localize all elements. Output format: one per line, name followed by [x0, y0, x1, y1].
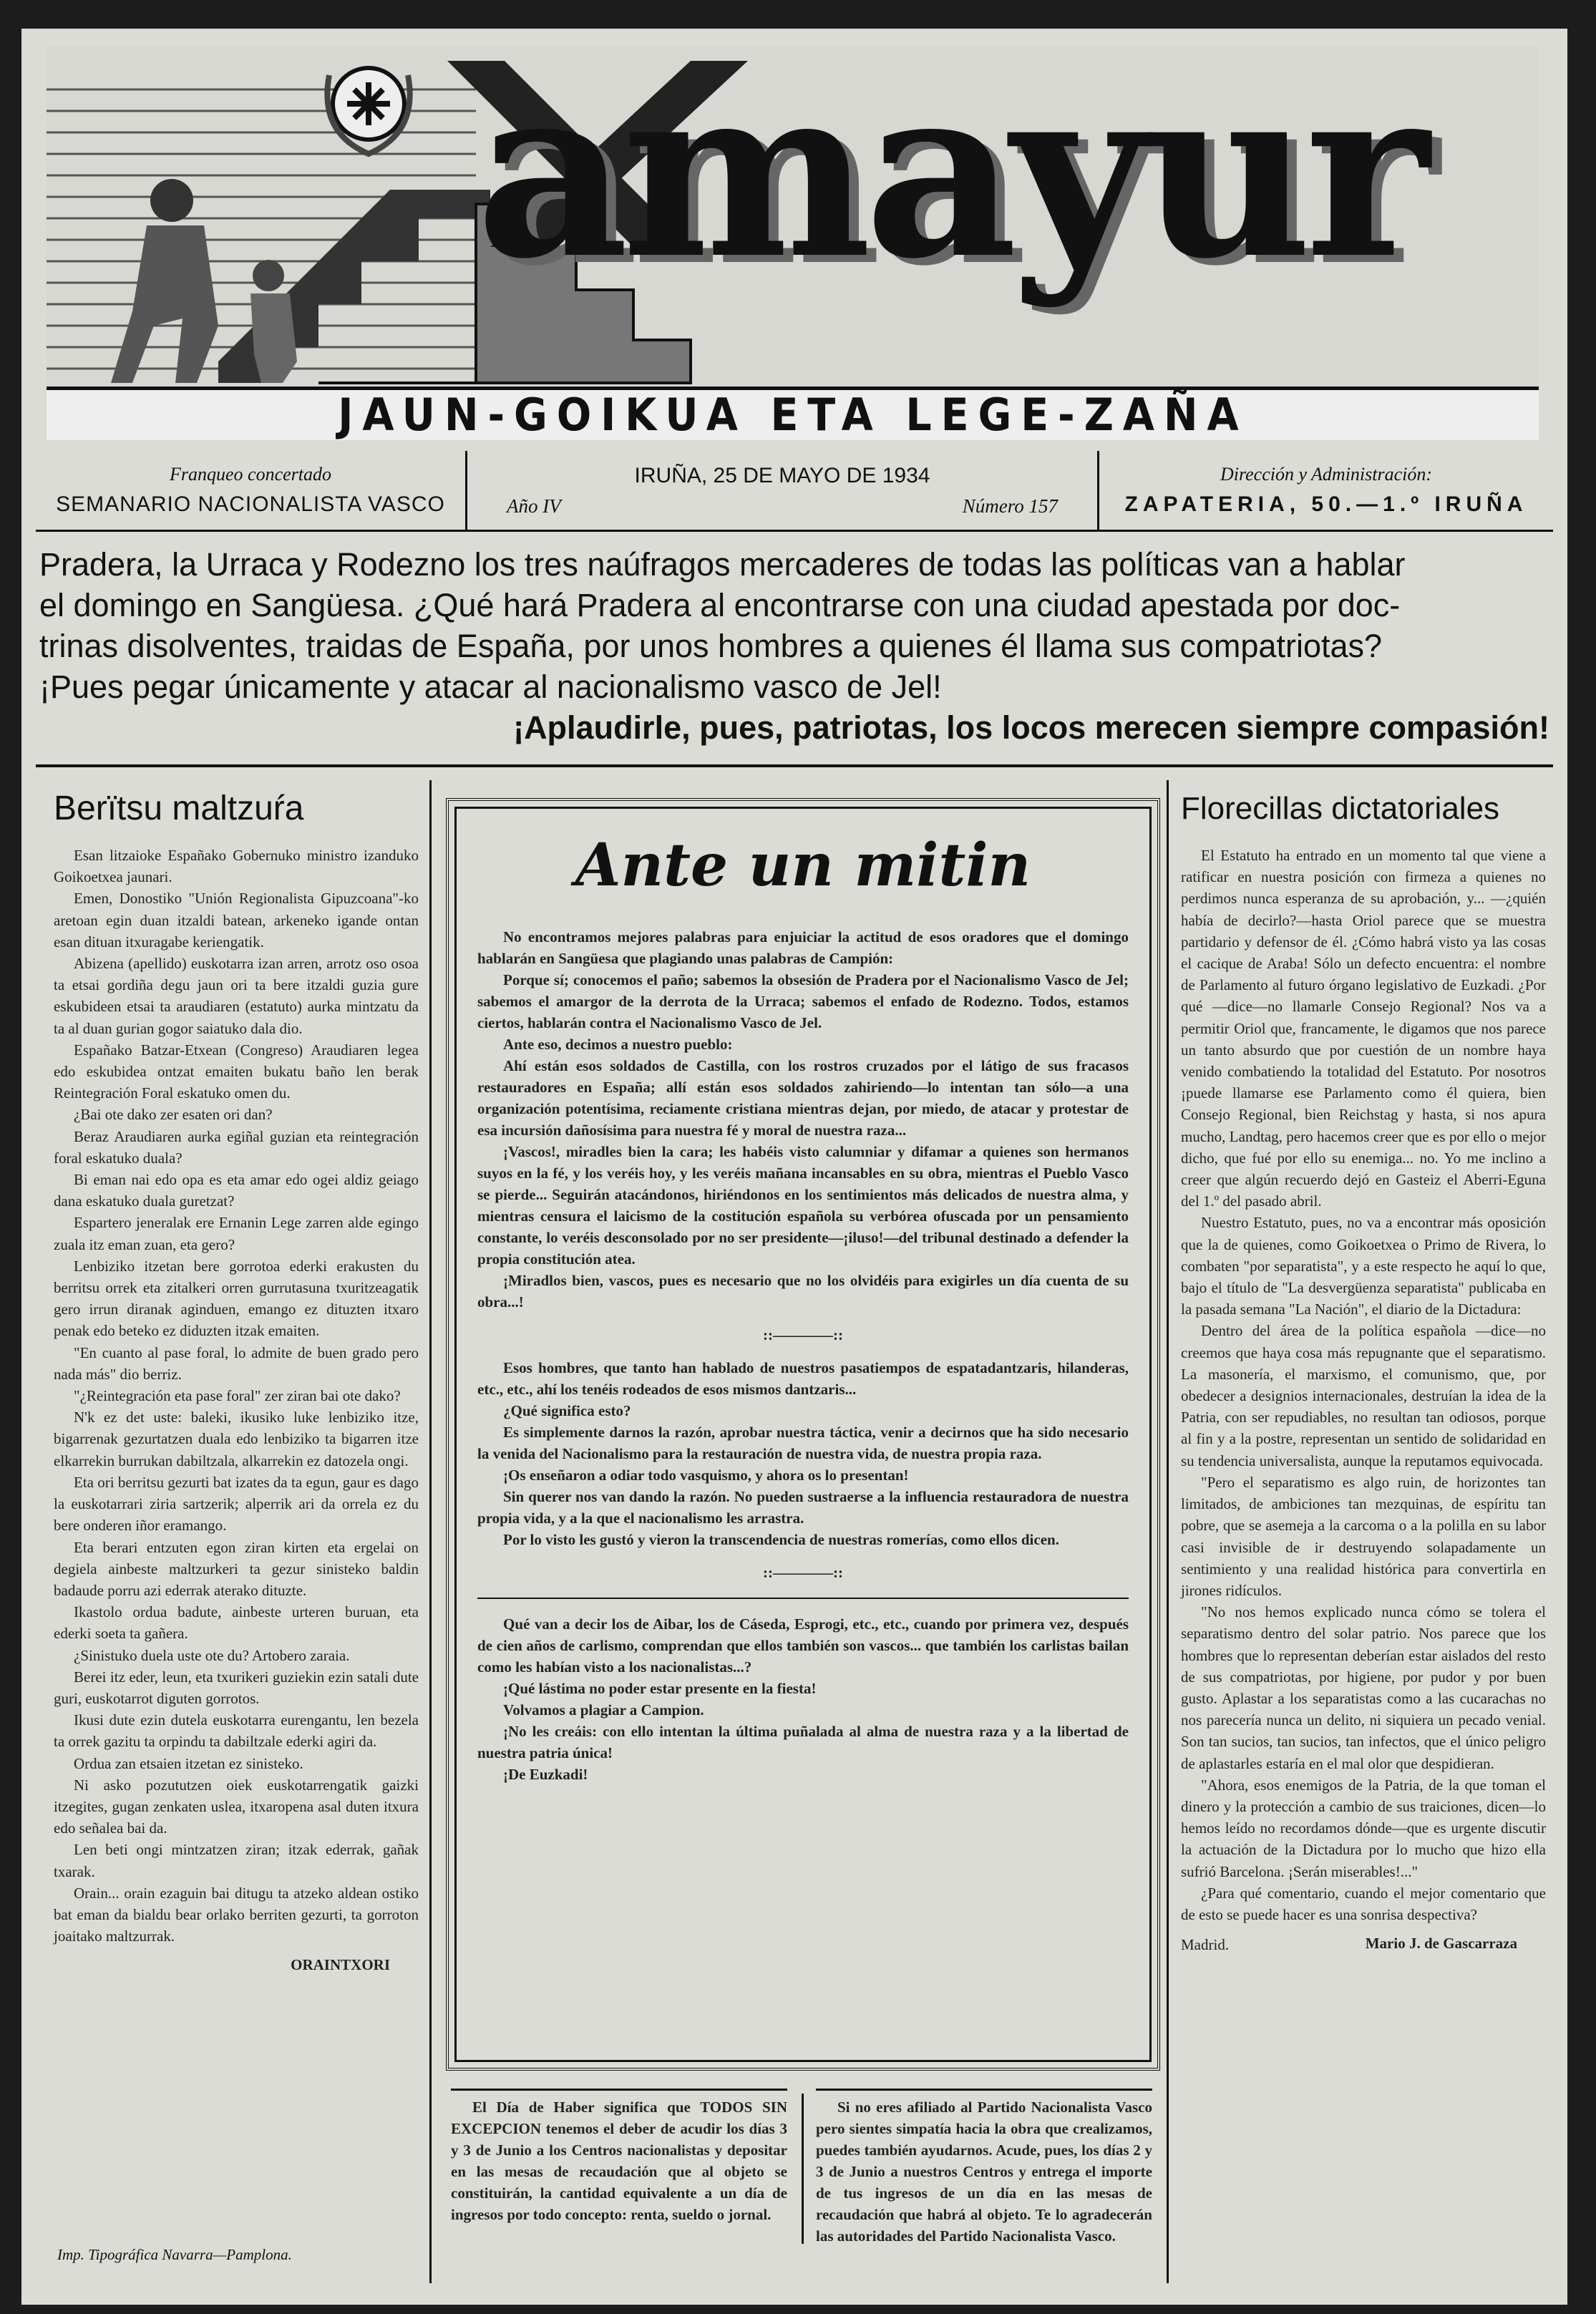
- paragraph: El Estatuto ha entrado en un momento tal que viene a ratificar en nuestra posición con firmeza a quienes no perdimos nunca esperanza de su aprobación, y... —¿quién había de decirlo?—hasta Oriol parece que se muestra partidario y defensor de él. ¿Cómo habrá visto ya las cosas el cacique de Araba! Sólo un defecto encuentra: el nombre de Parlamento al futuro órgano legislativo de Euzkadi. ¿Por qué —dice—no llamarle Consejo Regional? Nos va a permitir Oriol que, francamente, le digamos que nos parece un tanto absurdo que por cuestión de un nombre haya venido combatiendo la totalidad del Estatuto. Por nosotros ¡puede llamarse ese Parlamento como él quiera, bien Consejo Regional, bien Reichstag y hasta, si nos apura mucho, Landtag, pero hacemos creer que es por ello o mejor dicho, que fué por ello su enemiga... no. Yo me inclino a creer que algún recuerdo dejó en Gasteiz el Aberri-Eguna del 1.º del pasado abril.: [1181, 847, 1546, 1210]
- paragraph: ¡Miradlos bien, vascos, pues es necesario que no los olvidéis para exigirles un día cuenta de su obra...!: [477, 1272, 1129, 1311]
- dia-de-haber-text: El Día de Haber significa que TODOS SIN EXCEPCION tenemos el deber de acudir los días 3 y 3 de Junio a los Centros nacionalistas y depositar en las mesas de recaudación que al objeto se constituirán, la cantidad equivalente a un día de ingresos por todo concepto: renta, sueldo o jornal.: [451, 2099, 787, 2223]
- direccion-address: ZAPATERIA, 50.—1.º IRUÑA: [1124, 492, 1528, 516]
- right-column: [1181, 787, 1546, 1956]
- center-article-box: [446, 798, 1160, 2071]
- paragraph: No encontramos mejores palabras para enjuiciar la actitud de esos oradores que el domingo hablarán en Sangüesa que plagiando unas palabras de Campión:: [477, 928, 1129, 967]
- paragraph: Es simplemente darnos la razón, aprobar nuestra táctica, venir a decirnos que ha sido necesario la venida del Nacionalismo para la restauración de nuestra vida, de nuestra propia raza.: [477, 1424, 1129, 1462]
- right-article-place: Madrid.: [1181, 1936, 1230, 1954]
- masthead: [47, 33, 1539, 441]
- direccion-label: Dirección y Administración:: [1220, 464, 1433, 485]
- paragraph: Qué van a decir los de Aibar, los de Cáseda, Esprogi, etc., etc., cuando por primera vez, después de cien años de carlismo, comprendan que ellos también son vascos... que también los carlistas bailan como les habían visto a los nacionalistas...?: [477, 1615, 1129, 1676]
- left-article-body: [54, 845, 419, 1947]
- center-article-title: Ante un mitin: [575, 831, 1031, 900]
- headline: [39, 544, 1549, 748]
- dia-de-haber-notice: [451, 2089, 787, 2255]
- paragraph: Lenbiziko itzetan bere gorrotoa ederki erakusten du berritsu orrek eta zitalkeri orren gurrutasuna txuritzeagatik gero irrun diranak aginduen, emango ez dituzten itxaro penak edo beteko ez diduzten itzak emaiten.: [54, 1257, 419, 1340]
- right-article-body: [1181, 845, 1546, 1925]
- paragraph: Eta ori berritsu gezurti bat izates da ta egun, gaur es dago la euskotarrari ziria sartzerik; alperrik ari da orrela ez du bere onderen iñor eramango.: [54, 1473, 419, 1535]
- semanario-label: SEMANARIO NACIONALISTA VASCO: [56, 492, 445, 516]
- paragraph: Eta berari entzuten egon ziran kirten eta ergelai on degiela ainbeste maltzurkeri ta gezur sinisteko baldin badaude porru azi ederrak aterako dituzte.: [54, 1538, 419, 1599]
- headline-line: trinas disolventes, traidas de España, por unos hombres a quienes él llama sus compatriotas?: [39, 628, 1383, 664]
- column-divider: [1167, 780, 1169, 2283]
- paragraph: Ikusi dute ezin dutela euskotarra eurengantu, len bezela ta orrek gazitu ta orpindu ta dabiltzale ederki agiri da.: [54, 1711, 419, 1751]
- paragraph: ¡De Euzkadi!: [503, 1766, 588, 1783]
- printer-imprint: Imp. Tipográfica Navarra—Pamplona.: [57, 2246, 292, 2263]
- left-article-signature: ORAINTXORI: [291, 1956, 390, 1974]
- center-article-body-2: [477, 1357, 1129, 1550]
- paragraph: ¡Vascos!, miradles bien la cara; les habéis visto calumniar y difamar a quienes son hermanos suyos en la fé, y los veréis hoy, y les veréis mañana incansables en su obra, mientras el Pueblo Vasco se pierde... Seguirán atacándonos, hiriéndonos en los sentimientos más delicados de nuestra alma, y mientras censura el laicismo de la costitución española su verbórea ofuscada por un pensamiento constante, lo veréis desconsolado por no ser presidente—¡iluso!—del tribunal destinado a defender la propia constitución atea.: [477, 1143, 1129, 1268]
- paragraph: N'k ez det uste: baleki, ikusiko luke lenbiziko itze, bigarrenak gezurtatzen duala edo lenbiziko ta bigarren itze elkarrekin burrukan dabiltzala, alkarrekin ez datozela ongi.: [54, 1409, 419, 1469]
- paragraph: Por lo visto les gustó y vieron la transcendencia de nuestras romerías, como ellos dicen.: [503, 1531, 1059, 1548]
- paragraph: ¡Qué lástima no poder estar presente en la fiesta!: [503, 1680, 817, 1697]
- paragraph: "¿Reintegración eta pase foral" zer ziran bai ote dako?: [74, 1387, 401, 1405]
- paragraph: Volvamos a plagiar a Campion.: [503, 1701, 704, 1719]
- paragraph: Bi eman nai edo opa es eta amar edo ogei aldiz geiago dana eskatuko duala guretzat?: [54, 1171, 419, 1210]
- paragraph: ¿Para qué comentario, cuando el mejor comentario que de esto se puede hacer es una sonrisa despectiva?: [1181, 1884, 1546, 1923]
- info-strip: [36, 451, 1553, 532]
- paragraph: Ahí están esos soldados de Castilla, con los rostros cruzados por el látigo de sus fracasos restauradores en España; allí están esos soldados zahiriendo—lo intentan tan sólo—a una organización potentísima, reciamente cristiana mientras dejan, por miedo, de atacar y protestar de esa incursión dañosísima para nuestra fé y moral de nuestra raza...: [477, 1057, 1129, 1139]
- paragraph: Orain... orain ezaguin bai ditugu ta atzeko aldean ostiko bat eman da bialdu bear orlako berriten gezurti, ta gorroton joaitako maltzurrak.: [54, 1884, 419, 1945]
- paragraph: Beraz Araudiaren aurka egiñal guzian eta reintegración foral eskatuko duala?: [54, 1127, 419, 1167]
- paragraph: ¡No les creáis: con ello intentan la última puñalada al alma de nuestra raza y a la libertad de nuestra patria única!: [477, 1723, 1129, 1761]
- column-divider: [429, 780, 432, 2283]
- paragraph: Esos hombres, que tanto han hablado de nuestros pasatiempos de espatadantzaris, hilanderas, etc., etc., ahí los tenéis rodeados de esos mismos dantzaris...: [477, 1359, 1129, 1398]
- center-article: [477, 830, 1129, 1785]
- paragraph: "No nos hemos explicado nunca cómo se tolera el separatismo dentro del solar patrio. Nos parece que los hombres que lo representan deberían estar aislados del resto de sus compatriotas, por higiene, por pudor y por buen gusto. Aplastar a los separatistas como a las cucarachas no nos parecería nunca un delito, ni siquiera un pecado venial. Son tan sucios, tan sucios, tan infectos, que el único peligro de aplastarles estaría en el mal olor que despidieran.: [1181, 1603, 1546, 1772]
- paragraph: Españako Batzar-Etxean (Congreso) Araudiaren legea edo eskubidea ontzat emaiten bukatu baño len berak Reintegración Foral eskatuko omen du.: [54, 1041, 419, 1102]
- bottom-divider: [802, 2094, 804, 2244]
- right-article-title: Florecillas dictatoriales: [1181, 791, 1500, 826]
- headline-closing: ¡Aplaudirle, pues, patriotas, los locos merecen siempre compasión!: [513, 709, 1549, 746]
- paragraph: ¿Bai ote dako zer esaten ori dan?: [74, 1106, 273, 1124]
- headline-rule: [36, 764, 1553, 767]
- paragraph: Emen, Donostiko "Unión Regionalista Gipuzcoana"-ko aretoan egin duan itzaldi batean, arkeneko igande ontan esan dituan itxuragabe keriengatik.: [54, 890, 419, 951]
- masthead-logo: amayur: [476, 33, 1423, 311]
- headline-line: ¡Pues pegar únicamente y atacar al nacionalismo vasco de Jel!: [39, 669, 942, 705]
- center-article-body: [477, 926, 1129, 1313]
- paragraph: Ni asko pozututzen oiek euskotarrengatik gaizki itzegites, gugan zenkaten uslea, itxaropena asal duten itxura edo señalea bai da.: [54, 1776, 419, 1837]
- paragraph: Sin querer nos van dando la razón. No pueden sustraerse a la influencia restauradora de nuestra propia vida, y a la que el nacionalismo les arrastra.: [477, 1488, 1129, 1527]
- issue-year: Año IV: [507, 495, 561, 517]
- center-article-body-3: [477, 1613, 1129, 1785]
- left-article-title: Berïtsu maltzuŕa: [54, 789, 304, 827]
- headline-line: Pradera, la Urraca y Rodezno los tres naúfragos mercaderes de todas las políticas van a hablar: [39, 546, 1406, 583]
- masthead-motto: JAUN-GOIKUA ETA LEGE-ZAÑA: [47, 387, 1539, 440]
- paragraph: ¿Sinistuko duela uste ote du? Artobero zaraia.: [74, 1646, 350, 1664]
- paragraph: Ikastolo ordua badute, ainbeste urteren buruan, eta ederki soeta ta gañera.: [54, 1603, 419, 1643]
- paragraph: ¿Qué significa esto?: [503, 1402, 631, 1419]
- afiliado-text: Si no eres afiliado al Partido Nacionalista Vasco pero sientes simpatía hacia la obra que crealizamos, puedes también ayudarnos. Acude, pues, los días 2 y 3 de Junio a nuestros Centros y entrega el importe de tus ingresos de un día en las mesas de recaudación que habrá al objeto. Te lo agradecerán las autoridades del Partido Nacionalista Vasco.: [816, 2099, 1152, 2245]
- paragraph: Len beti ongi mintzatzen ziran; itzak ederrak, gañak txarak.: [54, 1841, 419, 1880]
- paragraph: Ante eso, decimos a nuestro pueblo:: [503, 1036, 733, 1053]
- info-left: [36, 451, 467, 530]
- info-center: [467, 451, 1099, 530]
- paragraph: "En cuanto al pase foral, lo admite de buen grado pero nada más" dio berriz.: [54, 1343, 419, 1383]
- paragraph: "Ahora, esos enemigos de la Patria, de la que toman el dinero y la protección a cambio de sus traiciones, dicen—lo hemos leído no recordamos dónde—que es urgente discutir la actuación de la Dictadura por lo mucho que hizo ella sufrió Barcelona. ¡Serán miserables!...": [1181, 1776, 1546, 1880]
- headline-line: el domingo en Sangüesa. ¿Qué hará Pradera al encontrarse con una ciudad apestada por doc-: [39, 587, 1401, 623]
- paragraph: Esan litzaioke Españako Gobernuko ministro izanduko Goikoetxea jaunari.: [54, 847, 419, 886]
- left-column: [54, 787, 419, 1976]
- franqueo-label: Franqueo concertado: [169, 464, 331, 485]
- paragraph: Abizena (apellido) euskotarra izan arren, arrotz oso osoa ta etsai gordiña degu jaun ori ta bere itzaldi guzia gure eskubideen etsai ta araudiaren (estatuto) aurka mintzatu da ta al duan gurian gogor saiatuko dala dio.: [54, 955, 419, 1037]
- paragraph: Nuestro Estatuto, pues, no va a encontrar más oposición que la de quienes, como Goikoetxea o Primo de Rivera, lo combaten "por separatista", y a este respecto he aquí lo que, bajo el título de "La desvergüenza separatista" publicaba en la pasada semana "La Nación", el diario de la Dictadura:: [1181, 1214, 1546, 1318]
- paragraph: ¡Os enseñaron a odiar todo vasquismo, y ahora os lo presentan!: [503, 1467, 909, 1484]
- newspaper-page: [21, 29, 1567, 2305]
- paragraph: Ordua zan etsaien itzetan ez sinisteko.: [74, 1754, 303, 1772]
- paragraph: Espartero jeneralak ere Ernanin Lege zarren alde egingo zuala itz eman zuan, eta gero?: [54, 1214, 419, 1253]
- afiliado-notice: [816, 2089, 1152, 2255]
- center-separator: ::————::: [763, 1564, 843, 1581]
- info-right: [1099, 451, 1553, 530]
- paragraph: Berei itz eder, leun, eta txurikeri guziekin ezin satali dute guri, euskotarrot diguten gorrotos.: [54, 1668, 419, 1707]
- paragraph: Dentro del área de la política española —dice—no creemos que haya cosa más repugnante que el separatismo. La masonería, el marxismo, el comunismo, que, por obedecer a designios internacionales, destruían la idea de la Patria, con ser repudiables, no resultan tan odiosos, porque al fin y a la postre, representan un sentido de solidaridad en su tendencia universalista, aunque la reputamos equivocada.: [1181, 1322, 1546, 1469]
- paragraph: Porque sí; conocemos el paño; sabemos la obsesión de Pradera por el Nacionalismo Vasco de Jel; sabemos el amargor de la derrota de la Urraca; sabemos el enfado de Rodezno. Todos, estamos ciertos, hablarán contra el Nacionalismo Vasco de Jel.: [477, 971, 1129, 1031]
- paragraph: "Pero el separatismo es algo ruin, de horizontes tan limitados, de ambiciones tan mezquinas, de espíritu tan pobre, que se asemeja a la carcoma o a la polilla en su labor casi invisible de ir destruyendo solapadamente un sentimiento y una realidad histórica para convertirla en jirones ridículos.: [1181, 1473, 1546, 1599]
- right-article-signature: Mario J. de Gascarraza: [1365, 1935, 1517, 1953]
- issue-date: IRUÑA, 25 DE MAYO DE 1934: [634, 464, 930, 487]
- issue-number: Número 157: [962, 495, 1058, 517]
- center-divider: [477, 1598, 1129, 1599]
- center-separator: ::————::: [763, 1326, 843, 1343]
